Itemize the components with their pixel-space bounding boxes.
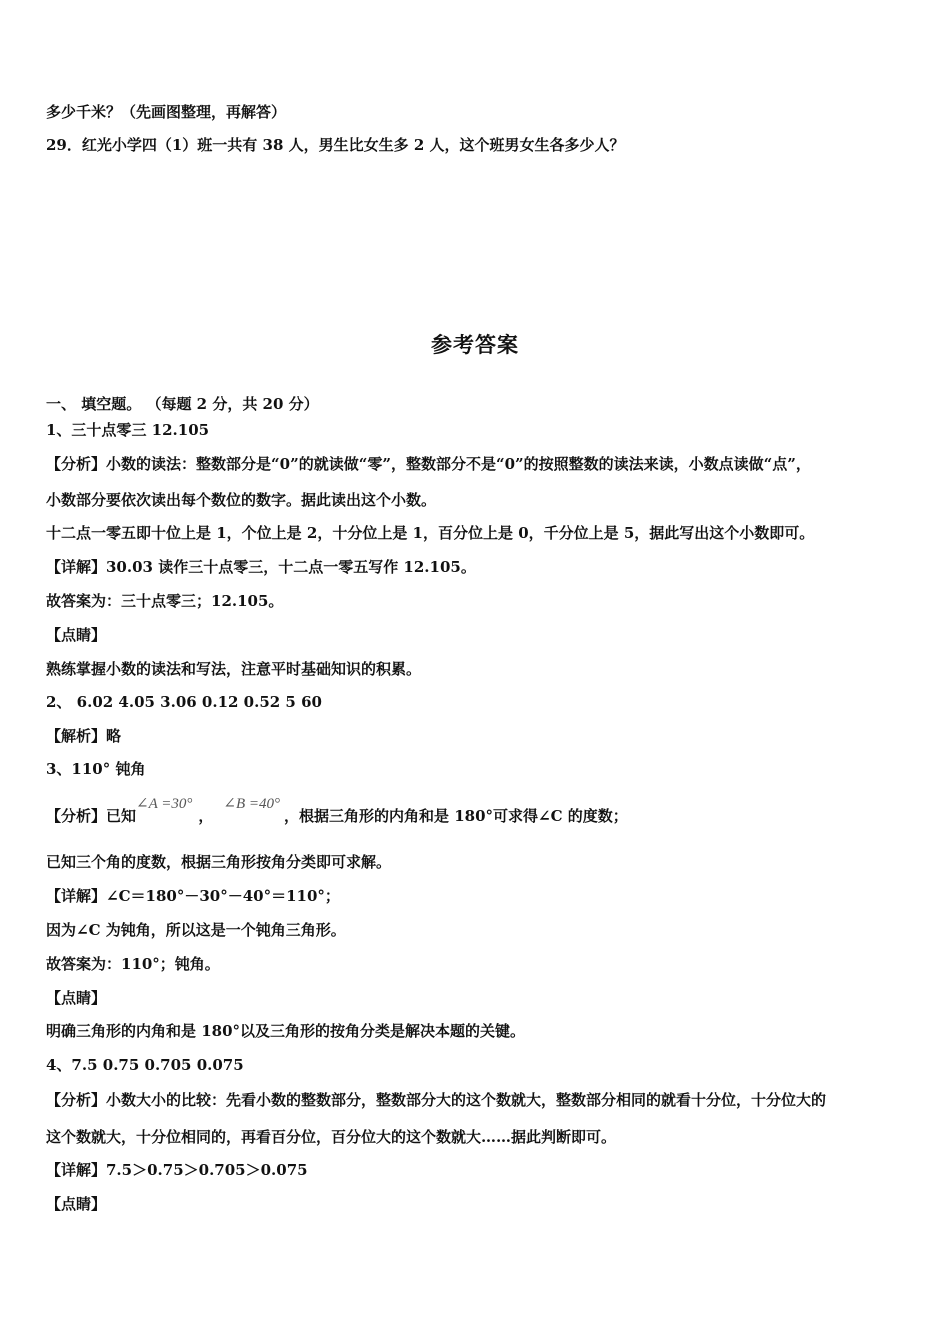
question-29: 29．红光小学四（1）班一共有 38 人，男生比女生多 2 人，这个班男女生各多少人？ <box>46 136 625 154</box>
answer-1-tip: 熟练掌握小数的读法和写法，注意平时基础知识的积累。 <box>46 660 422 678</box>
answer-4-head: 4、7.5 0.75 0.705 0.075 <box>46 1056 244 1074</box>
question-28-tail: 多少千米？（先画图整理，再解答） <box>46 103 287 121</box>
answer-1-tip-label: 【点睛】 <box>46 626 107 644</box>
answer-1-analysis-2: 小数部分要依次读出每个数位的数字。据此读出这个小数。 <box>46 491 437 509</box>
answer-1-analysis-1: 【分析】小数的读法：整数部分是“0”的就读做“零”，整数部分不是“0”的按照整数的读法来读，小数点读做“点”， <box>46 455 811 473</box>
answer-3-tip: 明确三角形的内角和是 180°以及三角形的按角分类是解决本题的关键。 <box>46 1022 526 1040</box>
section-1-heading: 一、 填空题。 （每题 2 分，共 20 分） <box>46 395 319 413</box>
answer-1-detail: 【详解】30.03 读作三十点零三，十二点一零五写作 12.105。 <box>46 558 476 576</box>
answer-3-analysis-suffix: ，根据三角形的内角和是 180°可求得∠C 的度数； <box>283 807 628 825</box>
answer-2-head: 2、 6.02 4.05 3.06 0.12 0.52 5 60 <box>46 693 322 711</box>
answer-4-analysis-1: 【分析】小数大小的比较：先看小数的整数部分，整数部分大的这个数就大，整数部分相同的就看十分位，十分位大的 <box>46 1091 827 1109</box>
angle-b-formula: ∠B =40° <box>223 796 280 812</box>
answer-1-conclusion: 故答案为：三十点零三；12.105。 <box>46 592 284 610</box>
answer-1-head: 1、三十点零三 12.105 <box>46 421 210 439</box>
answer-3-head: 3、110° 钝角 <box>46 760 146 778</box>
answers-title: 参考答案 <box>431 332 519 357</box>
answer-4-analysis-2: 这个数就大，十分位相同的，再看百分位，百分位大的这个数就大……据此判断即可。 <box>46 1128 617 1146</box>
answer-3-conclusion: 故答案为：110°；钝角。 <box>46 955 220 973</box>
answer-3-tip-label: 【点睛】 <box>46 989 107 1007</box>
angle-a-formula: ∠A =30° <box>136 796 193 812</box>
answer-3-reason: 因为∠C 为钝角，所以这是一个钝角三角形。 <box>46 921 346 939</box>
formula-separator: ， <box>198 807 214 825</box>
answer-2-analysis: 【解析】略 <box>46 727 122 745</box>
answer-3-analysis-2: 已知三个角的度数，根据三角形按角分类即可求解。 <box>46 853 392 871</box>
answer-3-analysis-1 <box>46 796 628 827</box>
answer-4-detail: 【详解】7.5＞0.75＞0.705＞0.075 <box>46 1161 308 1179</box>
answer-3-analysis-prefix: 【分析】已知 <box>46 807 137 825</box>
answer-4-tip-label: 【点睛】 <box>46 1195 107 1213</box>
answer-1-analysis-3: 十二点一零五即十位上是 1，个位上是 2，十分位上是 1，百分位上是 0，千分位上是 5，据此写出这个小数即可。 <box>46 524 815 542</box>
answer-3-detail: 【详解】∠C＝180°－30°－40°＝110°； <box>46 887 340 905</box>
